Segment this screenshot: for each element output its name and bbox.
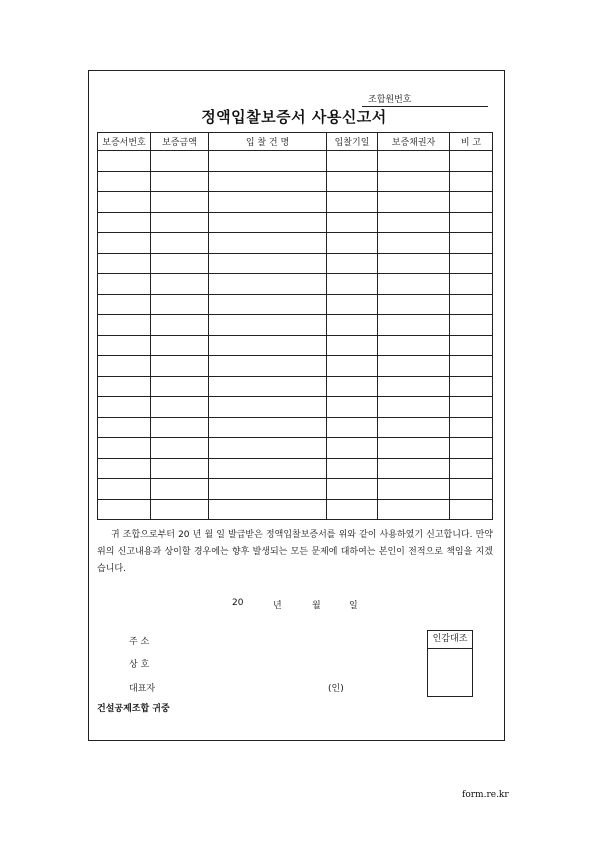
table-cell[interactable] bbox=[209, 397, 327, 418]
column-header-bid-date: 입찰기일 bbox=[327, 133, 378, 151]
table-cell[interactable] bbox=[450, 335, 493, 356]
source-footer: form.re.kr bbox=[462, 790, 509, 800]
table-cell[interactable] bbox=[450, 151, 493, 172]
table-cell[interactable] bbox=[450, 479, 493, 500]
table-row bbox=[98, 479, 493, 500]
table-cell[interactable] bbox=[327, 479, 378, 500]
form-title: 정액입찰보증서 사용신고서 bbox=[201, 108, 387, 126]
table-cell[interactable] bbox=[209, 212, 327, 233]
table-cell[interactable] bbox=[450, 438, 493, 459]
table-cell[interactable] bbox=[98, 417, 151, 438]
table-cell[interactable] bbox=[378, 315, 450, 336]
table-cell[interactable] bbox=[450, 274, 493, 295]
table-cell[interactable] bbox=[209, 438, 327, 459]
table-cell[interactable] bbox=[151, 253, 209, 274]
table-cell[interactable] bbox=[378, 192, 450, 213]
table-cell[interactable] bbox=[450, 192, 493, 213]
table-cell[interactable] bbox=[450, 376, 493, 397]
table-cell[interactable] bbox=[450, 417, 493, 438]
table-cell[interactable] bbox=[209, 479, 327, 500]
representative-label: 대표자 bbox=[129, 684, 156, 694]
table-row bbox=[98, 499, 493, 520]
table-cell[interactable] bbox=[151, 458, 209, 479]
table-cell[interactable] bbox=[98, 458, 151, 479]
table-cell[interactable] bbox=[151, 438, 209, 459]
table-cell[interactable] bbox=[450, 397, 493, 418]
table-cell[interactable] bbox=[450, 294, 493, 315]
table-cell[interactable] bbox=[98, 479, 151, 500]
table-row bbox=[98, 294, 493, 315]
column-header-creditor: 보증채권자 bbox=[378, 133, 450, 151]
table-row bbox=[98, 192, 493, 213]
table-cell[interactable] bbox=[98, 376, 151, 397]
table-cell[interactable] bbox=[378, 499, 450, 520]
declaration-statement bbox=[97, 527, 493, 578]
column-header-remarks: 비 고 bbox=[450, 133, 493, 151]
table-cell[interactable] bbox=[209, 294, 327, 315]
table-cell[interactable] bbox=[378, 274, 450, 295]
table-body bbox=[98, 151, 493, 520]
table-cell[interactable] bbox=[327, 458, 378, 479]
table-cell[interactable] bbox=[327, 397, 378, 418]
table-cell[interactable] bbox=[98, 438, 151, 459]
seal-verification-box bbox=[427, 630, 473, 697]
table-cell[interactable] bbox=[98, 212, 151, 233]
guarantee-usage-table bbox=[97, 132, 493, 520]
table-row bbox=[98, 356, 493, 377]
table-row bbox=[98, 376, 493, 397]
table-cell[interactable] bbox=[151, 233, 209, 254]
table-cell[interactable] bbox=[378, 212, 450, 233]
table-cell[interactable] bbox=[209, 458, 327, 479]
seal-mark: (인) bbox=[328, 684, 344, 694]
table-cell[interactable] bbox=[209, 499, 327, 520]
table-cell[interactable] bbox=[327, 233, 378, 254]
table-row bbox=[98, 417, 493, 438]
table-cell[interactable] bbox=[151, 335, 209, 356]
table-cell[interactable] bbox=[98, 335, 151, 356]
table-cell[interactable] bbox=[327, 253, 378, 274]
table-cell[interactable] bbox=[151, 397, 209, 418]
table-cell[interactable] bbox=[378, 294, 450, 315]
table-cell[interactable] bbox=[209, 171, 327, 192]
table-cell[interactable] bbox=[209, 417, 327, 438]
table-cell[interactable] bbox=[209, 233, 327, 254]
table-row bbox=[98, 397, 493, 418]
table-cell[interactable] bbox=[378, 417, 450, 438]
table-cell[interactable] bbox=[151, 274, 209, 295]
date-day-label: 일 bbox=[349, 601, 358, 611]
table-cell[interactable] bbox=[209, 315, 327, 336]
table-cell[interactable] bbox=[327, 438, 378, 459]
table-cell[interactable] bbox=[378, 479, 450, 500]
table-row bbox=[98, 335, 493, 356]
table-cell[interactable] bbox=[151, 417, 209, 438]
table-header-row bbox=[98, 133, 493, 151]
table-cell[interactable] bbox=[151, 315, 209, 336]
declaration-text: 귀 조합으로부터 20 년 월 일 발급받은 정액입찰보증서를 위와 같이 사용하였기 신고합니다. 만약 위의 신고내용과 상이할 경우에는 향후 발생되는 모든 문제에 대하여는 본인이 전적으로 책임을 지겠습니다. bbox=[97, 530, 493, 574]
table-cell[interactable] bbox=[98, 274, 151, 295]
date-month-label: 월 bbox=[312, 601, 321, 611]
table-cell[interactable] bbox=[151, 171, 209, 192]
addressee: 건설공제조합 귀중 bbox=[97, 704, 170, 714]
table-row bbox=[98, 458, 493, 479]
table-cell[interactable] bbox=[450, 171, 493, 192]
table-cell[interactable] bbox=[151, 294, 209, 315]
table-cell[interactable] bbox=[450, 233, 493, 254]
table-cell[interactable] bbox=[151, 212, 209, 233]
table-row bbox=[98, 438, 493, 459]
table-cell[interactable] bbox=[98, 356, 151, 377]
table-cell[interactable] bbox=[327, 376, 378, 397]
table-cell[interactable] bbox=[151, 499, 209, 520]
table-cell[interactable] bbox=[378, 438, 450, 459]
table-cell[interactable] bbox=[151, 356, 209, 377]
table-cell[interactable] bbox=[378, 253, 450, 274]
table-cell[interactable] bbox=[327, 151, 378, 172]
table-cell[interactable] bbox=[209, 274, 327, 295]
table-cell[interactable] bbox=[378, 356, 450, 377]
table-cell[interactable] bbox=[450, 253, 493, 274]
table-cell[interactable] bbox=[209, 151, 327, 172]
table-row bbox=[98, 253, 493, 274]
table-cell[interactable] bbox=[209, 356, 327, 377]
table-row bbox=[98, 315, 493, 336]
table-cell[interactable] bbox=[98, 294, 151, 315]
table-cell[interactable] bbox=[327, 274, 378, 295]
table-cell[interactable] bbox=[450, 212, 493, 233]
table-cell[interactable] bbox=[327, 192, 378, 213]
table-row bbox=[98, 274, 493, 295]
seal-verification-label: 인감대조 bbox=[428, 631, 472, 649]
table-cell[interactable] bbox=[98, 192, 151, 213]
table-cell[interactable] bbox=[209, 192, 327, 213]
table-row bbox=[98, 212, 493, 233]
table-cell[interactable] bbox=[151, 151, 209, 172]
table-cell[interactable] bbox=[378, 397, 450, 418]
table-cell[interactable] bbox=[209, 335, 327, 356]
company-label: 상 호 bbox=[129, 660, 150, 670]
column-header-bid-title: 입 찰 건 명 bbox=[209, 133, 327, 151]
table-cell[interactable] bbox=[378, 151, 450, 172]
table-cell[interactable] bbox=[98, 151, 151, 172]
date-century: 20 bbox=[232, 598, 244, 608]
member-number-label: 조합원번호 bbox=[362, 94, 488, 107]
table-cell[interactable] bbox=[327, 335, 378, 356]
table-row bbox=[98, 171, 493, 192]
date-year-label: 년 bbox=[273, 601, 282, 611]
table-cell[interactable] bbox=[327, 499, 378, 520]
table-cell[interactable] bbox=[98, 233, 151, 254]
table-cell[interactable] bbox=[450, 356, 493, 377]
table-cell[interactable] bbox=[209, 376, 327, 397]
table-cell[interactable] bbox=[98, 397, 151, 418]
table-cell[interactable] bbox=[450, 499, 493, 520]
table-cell[interactable] bbox=[327, 212, 378, 233]
column-header-guarantee-amount: 보증금액 bbox=[151, 133, 209, 151]
table-cell[interactable] bbox=[327, 417, 378, 438]
table-cell[interactable] bbox=[98, 253, 151, 274]
column-header-guarantee-no: 보증서번호 bbox=[98, 133, 151, 151]
table-cell[interactable] bbox=[378, 335, 450, 356]
table-cell[interactable] bbox=[151, 192, 209, 213]
table-cell[interactable] bbox=[327, 171, 378, 192]
table-cell[interactable] bbox=[327, 315, 378, 336]
table-cell[interactable] bbox=[98, 499, 151, 520]
table-cell[interactable] bbox=[378, 376, 450, 397]
table-cell[interactable] bbox=[450, 458, 493, 479]
table-cell[interactable] bbox=[151, 479, 209, 500]
table-cell[interactable] bbox=[151, 376, 209, 397]
table-cell[interactable] bbox=[378, 233, 450, 254]
table-cell[interactable] bbox=[378, 171, 450, 192]
table-cell[interactable] bbox=[209, 253, 327, 274]
table-row bbox=[98, 151, 493, 172]
table-cell[interactable] bbox=[327, 356, 378, 377]
table-cell[interactable] bbox=[450, 315, 493, 336]
address-label: 주 소 bbox=[129, 637, 150, 647]
table-row bbox=[98, 233, 493, 254]
table-cell[interactable] bbox=[378, 458, 450, 479]
table-cell[interactable] bbox=[98, 171, 151, 192]
table-cell[interactable] bbox=[327, 294, 378, 315]
table-cell[interactable] bbox=[98, 315, 151, 336]
